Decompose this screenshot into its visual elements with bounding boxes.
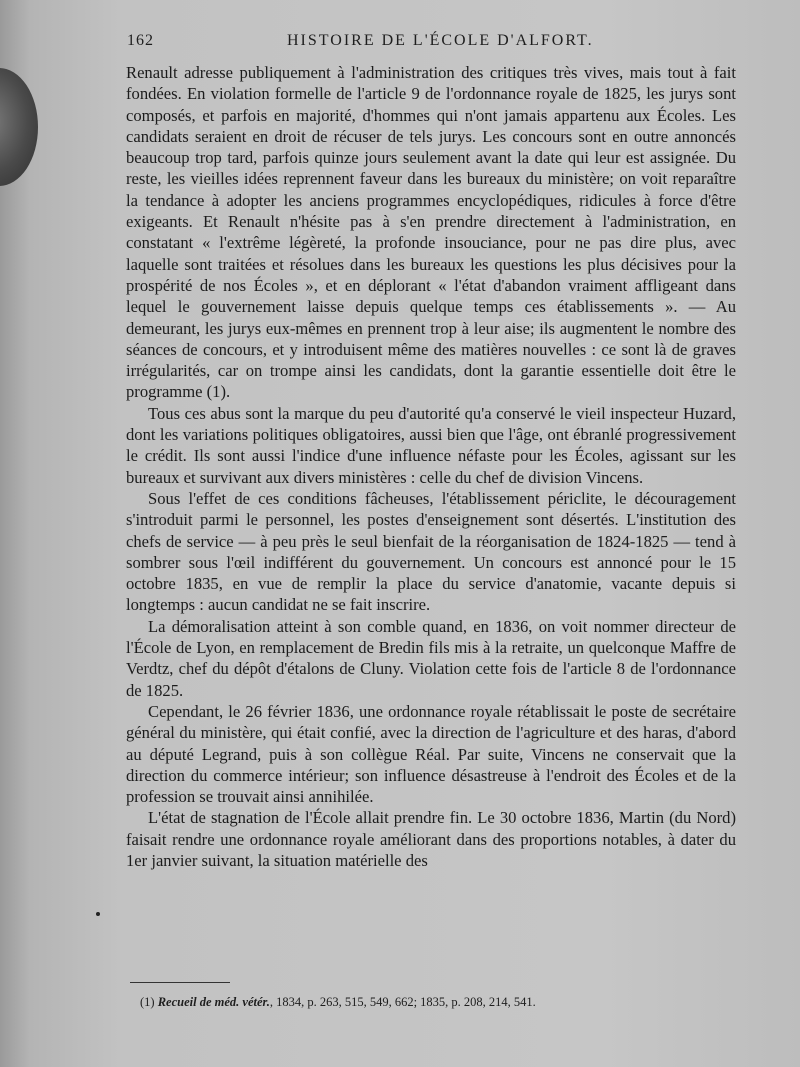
body-text <box>126 62 736 871</box>
margin-mark <box>96 912 100 916</box>
paragraph: L'état de stagnation de l'École allait prendre fin. Le 30 octobre 1836, Martin (du Nord) faisait rendre une ordonnance royale améliorant dans des proportions notables, à dater du 1er janvier suivant, la situation matérielle des <box>126 808 736 870</box>
paragraph: Tous ces abus sont la marque du peu d'autorité qu'a conservé le vieil inspecteur Huzard, dont les variations politiques obligatoires, aussi bien que l'âge, ont ébranlé progressivement le crédit. Ils sont aussi l'indice d'une influence néfaste pour les Écoles, agissant sur les bureaux et survivant aux divers ministères : celle du chef de division Vincens. <box>126 403 736 487</box>
footnote-rule <box>130 982 230 983</box>
footnote-marker: (1) <box>140 995 155 1009</box>
running-title: HISTOIRE DE L'ÉCOLE D'ALFORT. <box>287 32 594 49</box>
page-header <box>127 32 727 56</box>
thumb <box>0 68 38 186</box>
paragraph: Sous l'effet de ces conditions fâcheuses, l'établissement périclite, le découragement s'introduit parmi le personnel, les postes d'enseignement sont désertés. L'institution des chefs de service — à peu près le seul bienfait de la réorganisation de 1824-1825 — tend à sombrer sous l'œil indifférent du gouvernement. Un concours est annoncé pour le 15 octobre 1835, en vue de remplir la place du service d'anatomie, vacante depuis si longtemps : aucun candidat ne se fait inscrire. <box>126 488 736 615</box>
footnote-refs: , 1834, p. 263, 515, 549, 662; 1835, p. 208, 214, 541. <box>269 995 536 1009</box>
paragraph: Renault adresse publiquement à l'administration des critiques très vives, mais tout à fait fondées. En violation formelle de l'article 9 de l'ordonnance royale de 1825, les jurys sont composés, et parfois en majorité, d'hommes qui n'ont jamais appartenu aux Écoles. Les candidats seraient en droit de récuser de tels jurys. Les concours sont en outre annoncés beaucoup trop tard, parfois quinze jours seulement avant la date qui leur est assignée. Du reste, les vieilles idées reprennent faveur dans les bureaux du ministère; on voit reparaître la tendance à adopter les anciens programmes encyclopédiques, ridicules à force d'être exigeants. Et Renault n'hésite pas à s'en prendre directement à l'administration, en constatant « l'extrême légèreté, la profonde insouciance, pour ne pas dire plus, avec laquelle sont traitées et résolues dans les bureaux les questions les plus décisives pour la prospérité de nos Écoles », et en déplorant « l'état d'abandon vraiment affligeant dans lequel le gouvernement laisse depuis quelque temps ces établissements ». — Au demeurant, les jurys eux-mêmes en prennent trop à leur aise; ils augmentent le nombre des séances de concours, et y introduisent même des matières nouvelles : ce sont là de graves irrégularités, car on trompe ainsi les candidats, dont la garantie essentielle doit être le programme (1). <box>126 63 736 402</box>
page-number: 162 <box>127 32 154 49</box>
paragraph: La démoralisation atteint à son comble quand, en 1836, on voit nommer directeur de l'École de Lyon, en remplacement de Bredin fils mis à la retraite, un quelconque Maffre de Verdtz, chef du dépôt d'étalons de Cluny. Violation cette fois de l'article 8 de l'ordonnance de 1825. <box>126 616 736 700</box>
paragraph: Cependant, le 26 février 1836, une ordonnance royale rétablissait le poste de secrétaire général du ministère, qui était confié, avec la direction de l'agriculture et des haras, d'abord au député Legrand, puis à son collègue Réal. Par suite, Vincens ne conservait que la direction du commerce intérieur; son influence désastreuse à l'endroit des Écoles et de la profession se trouvait ainsi annihilée. <box>126 701 736 807</box>
footnote <box>140 994 700 1010</box>
footnote-source: Recueil de méd. vétér. <box>157 995 270 1009</box>
